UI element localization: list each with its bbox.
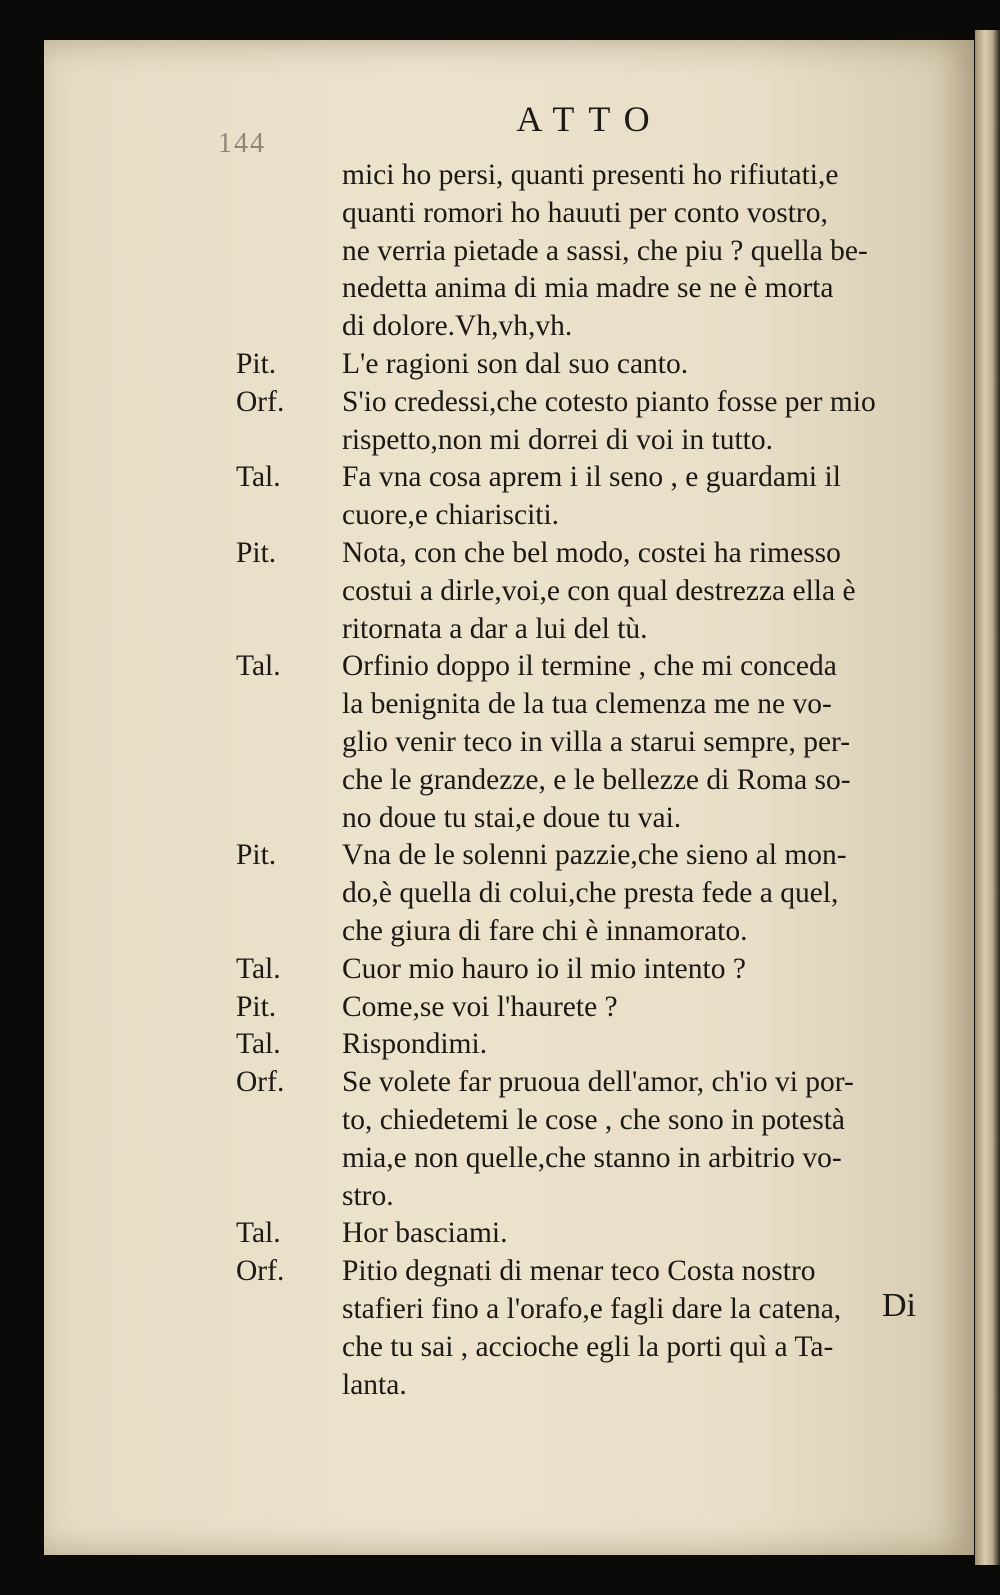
text-line: Se volete far pruoua dell'amor, ch'io vi por- <box>342 1066 854 1099</box>
speech-body <box>342 951 936 989</box>
page-edge <box>975 30 1000 1565</box>
speaker-label: Orf. <box>236 385 285 418</box>
speaker-label <box>236 157 342 346</box>
speech-body <box>342 1026 936 1064</box>
text-line: cuore,e chiarisciti. <box>342 499 560 532</box>
text-line: L'e ragioni son dal suo canto. <box>342 347 689 380</box>
text-line: la benignita de la tua clemenza me ne vo- <box>342 688 832 721</box>
text-line: Vna de le solenni pazzie,che sieno al mon- <box>342 839 847 872</box>
text-line: quanti romori ho hauuti per conto vostro, <box>342 196 828 229</box>
text-line: di dolore.Vh,vh,vh. <box>342 310 573 343</box>
speaker-label: Pit. <box>236 990 277 1023</box>
running-header: ATTO <box>516 99 664 139</box>
dialogue-paragraph <box>236 1253 936 1404</box>
text-line: Cuor mio hauro io il mio intento ? <box>342 952 746 985</box>
text-line: stafieri fino a l'orafo,e fagli dare la catena, <box>342 1292 842 1325</box>
dialogue-text <box>236 157 936 1404</box>
text-line: mia,e non quelle,che stanno in arbitrio vo- <box>342 1141 842 1174</box>
text-line: costui a dirle,voi,e con qual destrezza ella è <box>342 574 856 607</box>
speaker-label: Tal. <box>236 952 281 985</box>
dialogue-paragraph <box>236 384 936 460</box>
text-line: che tu sai , accioche egli la porti quì a Ta- <box>342 1330 834 1363</box>
text-line: che giura di fare chi è innamorato. <box>342 914 748 947</box>
speech-body <box>342 1064 936 1215</box>
speech-body <box>342 1215 936 1253</box>
text-line: che le grandezze, e le bellezze di Roma so- <box>342 763 851 796</box>
text-line: Orfinio doppo il termine , che mi conceda <box>342 650 837 683</box>
text-line: S'io credessi,che cotesto pianto fosse per mio <box>342 385 876 418</box>
speaker-label: Orf. <box>236 1255 285 1288</box>
text-line: Hor basciami. <box>342 1217 508 1250</box>
text-line: Fa vna cosa aprem i il seno , e guardami il <box>342 461 841 494</box>
page-number: 144 <box>218 128 266 159</box>
dialogue-paragraph <box>236 157 936 346</box>
text-line: ritornata a dar a lui del tù. <box>342 612 648 645</box>
speaker-label: Tal. <box>236 461 281 494</box>
dialogue-paragraph <box>236 535 936 648</box>
speaker-label: Pit. <box>236 536 277 569</box>
text-line: glio venir teco in villa a starui sempre, per- <box>342 725 851 758</box>
dialogue-paragraph <box>236 837 936 950</box>
dialogue-paragraph <box>236 648 936 837</box>
speaker-label: Tal. <box>236 650 281 683</box>
speech-body <box>342 648 936 837</box>
dialogue-paragraph <box>236 1064 936 1215</box>
dialogue-paragraph <box>236 989 936 1027</box>
speech-body <box>342 837 936 950</box>
text-line: rispetto,non mi dorrei di voi in tutto. <box>342 423 773 456</box>
dialogue-paragraph <box>236 459 936 535</box>
dialogue-paragraph <box>236 1215 936 1253</box>
dialogue-paragraph <box>236 1026 936 1064</box>
text-line: nedetta anima di mia madre se ne è morta <box>342 272 834 305</box>
text-line: Nota, con che bel modo, costei ha rimesso <box>342 536 841 569</box>
speaker-label: Pit. <box>236 347 277 380</box>
speaker-label: Tal. <box>236 1028 281 1061</box>
text-line: lanta. <box>342 1368 407 1401</box>
text-line: no doue tu stai,e doue tu vai. <box>342 801 682 834</box>
speaker-label: Orf. <box>236 1066 285 1099</box>
text-line: Pitio degnati di menar teco Costa nostro <box>342 1255 816 1288</box>
speaker-label: Pit. <box>236 839 277 872</box>
text-line: to, chiedetemi le cose , che sono in potestà <box>342 1103 845 1136</box>
text-line: Come,se voi l'haurete ? <box>342 990 618 1023</box>
dialogue-paragraph <box>236 346 936 384</box>
speech-body <box>342 384 936 460</box>
dialogue-paragraph <box>236 951 936 989</box>
text-line: Rispondimi. <box>342 1028 488 1061</box>
speech-body <box>342 459 936 535</box>
speech-body <box>342 346 936 384</box>
speech-body <box>342 535 936 648</box>
text-line: stro. <box>342 1179 394 1212</box>
catchword: Di <box>882 1287 916 1324</box>
speech-body <box>342 989 936 1027</box>
speech-body <box>342 1253 936 1404</box>
text-line: ne verria pietade a sassi, che piu ? quella be- <box>342 234 868 267</box>
speech-body <box>342 157 936 346</box>
text-line: do,è quella di colui,che presta fede a quel, <box>342 877 839 910</box>
speaker-label: Tal. <box>236 1217 281 1250</box>
text-line: mici ho persi, quanti presenti ho rifiutati,e <box>342 159 839 191</box>
